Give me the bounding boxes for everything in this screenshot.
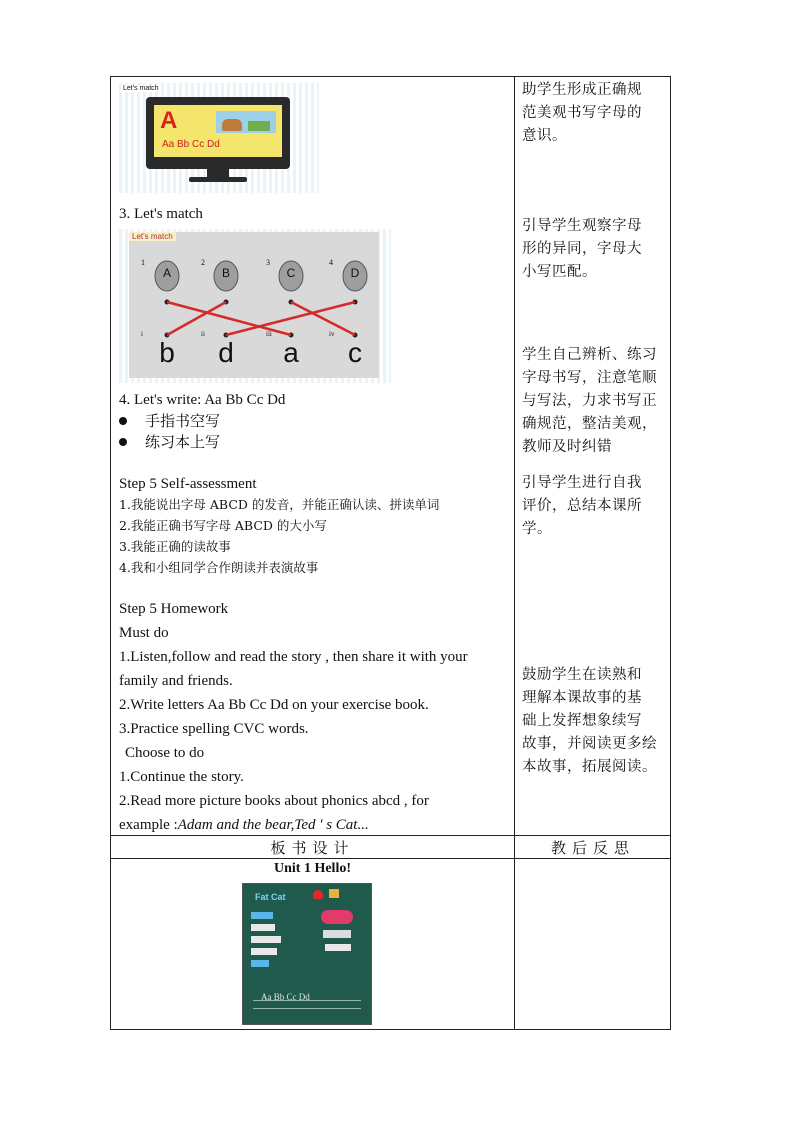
note-line: 确规范，整洁美观， [522,416,657,432]
bottom-num-2: ii [201,330,205,338]
match-line-b [167,302,226,335]
monitor-stand [189,177,247,182]
choose-label: Choose to do [125,745,205,761]
card-label-1: A [162,266,171,280]
note-line: 小写匹配。 [522,264,597,280]
word-card [251,948,277,955]
monitor-frame [146,97,290,169]
self-assessment-title: Step 5 Self-assessment [119,476,257,492]
bottom-num-1: i [141,330,143,338]
note-line: 形的异同，字母大 [522,241,642,257]
note-line: 意识。 [522,128,567,144]
matching-board [129,232,379,378]
match-line-a [167,302,291,335]
chalk-letters: Aa Bb Cc Dd [261,992,310,1002]
homework-item: 3.Practice spelling CVC words. [119,721,309,737]
choose-item: 2.Read more picture books about phonics abcd , for [119,793,429,809]
card-label-2: B [221,266,230,280]
word-card [323,930,351,938]
note-line: 与写法，力求书写正 [522,393,657,409]
note-line: 范美观书写字母的 [522,105,642,121]
card-num-3: 3 [266,258,270,267]
note-line: 教师及时纠错 [522,439,612,455]
note-line: 引导学生进行自我 [522,475,642,491]
column-divider [514,77,515,1029]
board-title: Unit 1 Hello! [274,861,351,876]
choose-item [119,814,369,836]
monitor-screen [154,105,282,157]
card-label-3: C [286,266,296,280]
note-line: 引导学生观察字母 [522,218,642,234]
bottom-num-4: iv [329,330,335,338]
word-card [251,924,275,931]
note-line: 评价，总结本课所 [522,498,642,514]
matching-image [119,229,391,383]
heart-icon [313,890,323,899]
big-letter: A [160,107,178,134]
note-homework [522,664,664,779]
card-num-4: 4 [329,258,333,267]
monitor-neck [207,169,229,177]
bullet-text: 练习本上写 [145,433,221,451]
note-matching [522,215,664,284]
bottom-letter-1: b [159,337,175,368]
note-self-eval [522,472,664,541]
note-line: 学。 [522,521,552,537]
monitor-image [119,83,319,193]
item-lets-write: 4. Let's write: Aa Bb Cc Dd [119,392,286,408]
word-card [251,936,281,943]
row-divider [111,858,670,859]
item-lets-match: 3. Let's match [119,206,203,222]
bottom-letter-2: d [218,337,234,368]
story-picture [216,111,276,133]
word-card [251,912,273,919]
image-tag: Let's match [129,232,176,241]
card-num-2: 2 [201,258,205,267]
homework-item: 2.Write letters Aa Bb Cc Dd on your exercise book. [119,697,429,713]
bullet-text: 手指书空写 [145,412,221,430]
example-prefix: example : [119,817,178,833]
note-writing [522,79,664,148]
note-line: 本故事，拓展阅读。 [522,759,657,775]
note-line: 助学生形成正确规 [522,82,642,98]
example-titles: Adam and the bear,Ted ' s Cat... [177,817,369,833]
bullet-icon [119,438,127,446]
match-line-d [226,302,355,335]
bullet-item [119,431,220,453]
grass-shape [248,121,270,131]
chalk-title: Fat Cat [255,892,286,902]
lesson-table [110,76,671,1030]
letters-row: Aa Bb Cc Dd [162,139,220,150]
bottom-num-3: iii [266,330,272,338]
card-num-1: 1 [141,258,145,267]
note-line: 理解本课故事的基 [522,690,642,706]
animal-card-icon [329,889,339,898]
card-label-4: D [350,266,360,280]
note-line: 字母书写，注意笔顺 [522,370,657,386]
homework-item: family and friends. [119,673,233,689]
self-item: 2.我能正确书写字母 ABCD 的大小写 [119,518,327,533]
match-line-c [291,302,355,335]
must-do-label: Must do [119,625,169,641]
note-practice [522,344,664,459]
note-line: 故事，并阅读更多绘 [522,736,657,752]
word-card [251,960,269,967]
note-line: 学生自己辨析、练习 [522,347,657,363]
bottom-letter-3: a [283,337,299,368]
header-reflection: 教后反思 [550,839,635,857]
chalk-line [253,1008,361,1009]
self-item: 1.我能说出字母 ABCD 的发音，并能正确认读、拼读单词 [119,497,440,512]
homework-title: Step 5 Homework [119,601,229,617]
word-card [325,944,351,951]
note-line: 础上发挥想象续写 [522,713,642,729]
self-item: 4.我和小组同学合作朗读并表演故事 [119,560,319,575]
choose-item: 1.Continue the story. [119,769,244,785]
header-board-design: 板书设计 [270,839,355,857]
self-item: 3.我能正确的读故事 [119,539,231,554]
bullet-icon [119,417,127,425]
note-line: 鼓励学生在读熟和 [522,667,642,683]
pink-card [321,910,353,924]
chalkboard-photo [242,883,372,1025]
bottom-letter-4: c [348,337,362,368]
homework-item: 1.Listen,follow and read the story , then share it with your [119,649,468,665]
image-tag: Let's match [123,85,159,92]
bullet-item [119,410,220,432]
animal-shape [222,119,242,131]
